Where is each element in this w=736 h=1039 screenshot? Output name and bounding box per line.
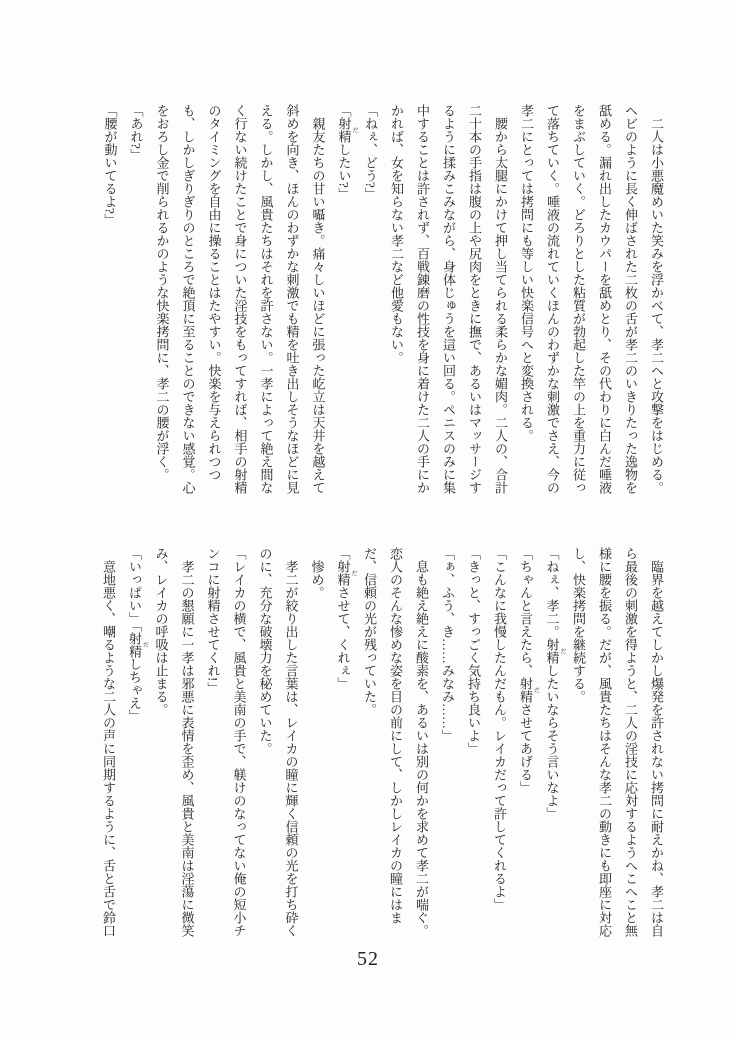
paragraph: 「ぁ、ふう、き……みなみ……」 xyxy=(440,547,455,742)
paragraph: 孝二が絞り出した言葉は、レイカの瞳に輝く信頼の光を打ち砕くのに、充分な破壊力を秘めていた。 xyxy=(257,547,299,937)
paragraph: 「こんなに我慢したんだもん。レイカだって許してくれるよ」 xyxy=(492,547,507,911)
page-number: 52 xyxy=(357,948,379,970)
paragraph: 「ねぇ、孝二。射精 だしたいならそう言いなよ」 xyxy=(544,547,565,820)
paragraph: 親友たちの甘い囁き。痛々しいほどに張った屹立は天井を越えて斜めを向き、ほんのわずかな刺激でも精を吐き出しそうなほどに見える。しかし、風貴たちはそれを許さない。一孝によって絶え間なく行ない続けたことで身についた淫技をもってすれば、相手の射精のタイミングを自由に操ることはたやすい。快楽を与えられつつも、しかしぎりぎりのところで絶頂に至ることのできない感覚。心をおろし金で削られるかのような快楽拷問に、孝二の腰が浮く。 xyxy=(154,104,326,494)
paragraph: 「レイカの横で、風貴と美南の手で、躾けのなってない俺の短小チンコに射精させてくれ!」 xyxy=(205,547,247,937)
ruby-annotated-word: 射精 だ xyxy=(127,631,148,658)
paragraph: 「射精 だしたい?」 xyxy=(336,104,357,201)
paragraph: 「射精 ださせて、くれぇ」 xyxy=(335,547,356,690)
paragraph: 息も絶え絶えに酸素を、あるいは別の何かを求めて孝二が喘ぐ。恋人のそんな惨めな姿を目の前にして、しかしレイカの瞳にはまだ、信頼の光が残っていた。 xyxy=(362,547,429,937)
ruby-annotated-word: 射精 だ xyxy=(518,677,539,703)
paragraph: 意地悪く、嘲るような二人の声に同期するように、舌と舌で鈴口 xyxy=(101,547,116,937)
text-block-top xyxy=(97,104,669,494)
text-block-bottom xyxy=(97,547,669,937)
paragraph: 惨め。 xyxy=(309,547,325,599)
paragraph: 臨界を越えてしかし爆発を許されない拷問に耐えかね、孝二は自ら最後の刺激を得ようと、二人の淫技に応対するようへこへこと無様に腰を振る。だが、風貴たちはそんな孝二の動きにも即座に対応し、快楽拷問を継続する。 xyxy=(571,547,664,937)
paragraph: 「きっと、すっごく気持ち良いよ」 xyxy=(466,547,481,755)
paragraph: 二人は小悪魔めいた笑みを浮かべて、孝二へと攻撃をはじめる。ヘビのように長く伸ばされた二枚の舌が孝二のいきりたった逸物を舐める。漏れ出したカウパーを舐めとり、その代わりに白んだ唾液をまぶしていく。どろりとした粘質が勃起した竿の上を重力に従って落ちていく。唾液の流れていくほんのわずかな刺激でさえ、今の孝二にとっては拷問にも等しい快楽信号へと変換される。 xyxy=(519,104,664,494)
paragraph: 「ちゃんと言えたら、射精 ださせてあげる」 xyxy=(518,547,539,794)
ruby-annotated-word: 射精 だ xyxy=(544,638,565,664)
paragraph: 「いっぱい」「射精 だしちゃえ」 xyxy=(127,547,148,723)
paragraph: 孝二の懇願に一孝は邪悪に表情を歪め、風貴と美南は淫蕩に微笑み、レイカの呼吸は止まる。 xyxy=(153,547,195,937)
paragraph: 「あれ?」 xyxy=(128,104,144,162)
paragraph: 「ねぇ、どう?」 xyxy=(363,104,378,201)
paragraph: 「腰が動いてるよ?」 xyxy=(102,104,118,227)
ruby-annotated-word: 射精 だ xyxy=(335,560,356,586)
paragraph: 腰から太腿にかけて押し当てられる柔らかな媚肉。二人の、合計二十本の手指は腹の上や尻肉をときに撫で、あるいはマッサージするように揉みこみながら、身体じゅうを這い回る。ペニスのみに集中することは許されず、百戦錬磨の性技を身に着けた二人の手にかかれば、女を知らない孝二など他愛もない。 xyxy=(389,104,508,494)
ruby-annotated-word: 射精 だ xyxy=(336,117,357,143)
